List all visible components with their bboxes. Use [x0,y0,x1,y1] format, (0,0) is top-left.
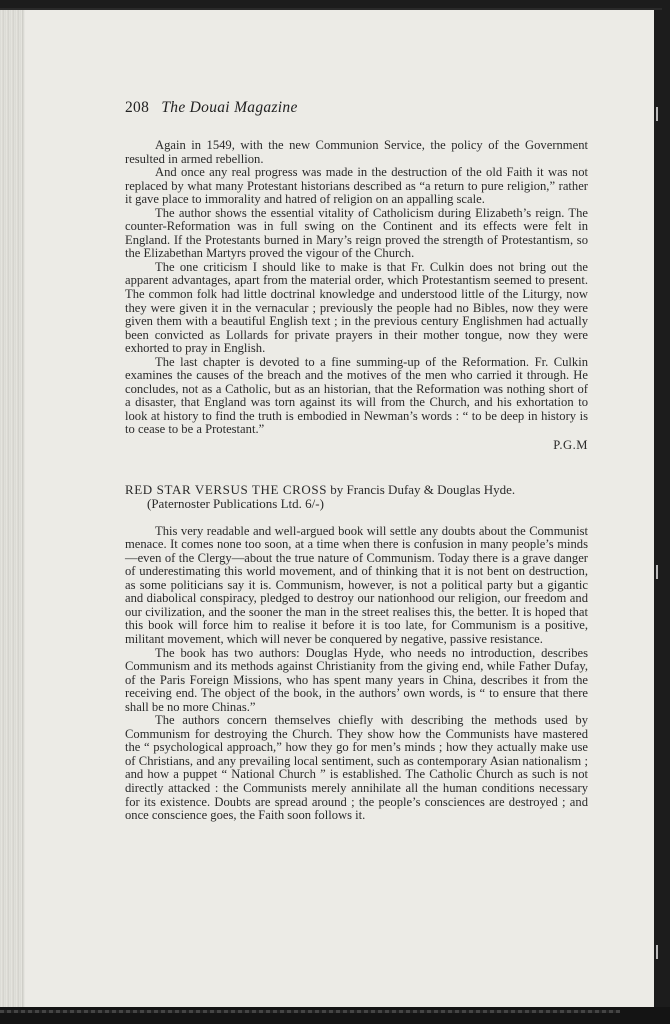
book-publisher: (Paternoster Publications Ltd. 6/-) [147,495,324,511]
reviewer-signature: P.G.M [553,438,588,453]
paragraph: The last chapter is devoted to a fine summing-up of the Reformation. Fr. Culkin examines the causes of the breach and the motives of the men who carried it through. He concludes, not as a Catholic, but as an historian, that the Reformation was nothing short of a disaster, that England was torn against its will from the Church, and his exhortation to look at history to find the truth is embodied in Newman’s words : “ to be deep in history is to cease to be a Protestant.” [125,354,588,437]
page-gutter [0,10,22,1007]
magazine-title: The Douai Magazine [161,99,298,116]
paragraph: And once any real progress was made in the destruction of the old Faith it was not replaced by what many Protestant historians described as “a return to pure religion,” rather it gave place to immorality and hatred of religion on an appalling scale. [125,165,588,207]
article-body [125,139,588,823]
paragraph: The authors concern themselves chiefly with describing the methods used by Communism for destroying the Church. They show how the Communists have mastered the “ psychological approach,” how they go for men’s minds ; how they actually make use of Christians, and any prevailing local sentiment, such as contemporary Asian nationalism ; and how a puppet “ National Church ” is established. The Catholic Church as such is not directly attacked : the Communists merely annihilate all the human conditions necessary for its existence. Doubts are spread around ; the people’s consciences are destroyed ; and once conscience goes, the Faith soon follows it. [125,713,588,823]
page-edge [654,10,662,1007]
book-title: RED STAR VERSUS THE CROSS [125,481,328,497]
paragraph: This very readable and well-argued book will settle any doubts about the Communist menace. It comes none too soon, at a time when there is confusion in many people’s minds—even of the Clergy—about the true nature of Communism. Today there is a grave danger of underestimating this world movement, and of thinking that it is not bent on destruction, as some politicians say it is. Communism, however, is not a political party but a gigantic and diabolical conspiracy, pledged to destroy our nationhood our religion, our freedom and our civilization, and the sooner the man in the street realises this, the better. It is hoped that this book will force him to realise it before it is too late, for Communism is a positive, militant movement, which will never be conquered by negative, passive resistance. [125,523,588,646]
page-number: 208 [125,99,150,116]
book-authors: by Francis Dufay & Douglas Hyde. [330,481,516,497]
book-page [0,8,662,1007]
scan-bottom-edge [0,1007,670,1024]
paragraph: Again in 1549, with the new Communion Service, the policy of the Government resulted in armed rebellion. [125,138,588,166]
paragraph: The author shows the essential vitality of Catholicism during Elizabeth’s reign. The counter-Reformation was in full swing on the Continent and its effects were felt in England. If the Protestants burned in Mary’s reign proved the strength of Protestantism, so the Elizabethan Martyrs proved the vigour of the Church. [125,205,588,261]
running-header [125,99,298,117]
paragraph: The one criticism I should like to make is that Fr. Culkin does not bring out the apparent advantages, apart from the material order, which Protestantism seemed to present. The common folk had little doctrinal knowledge and understood little of the Liturgy, now they were given it in the vernacular ; previously the people had no Bibles, now they were given them with a beautiful English text ; in the previous century Englishmen had actually been convicted as Lollards for private prayers in their mother tongue, now they were exhorted to pray in English. [125,259,588,356]
paragraph: The book has two authors: Douglas Hyde, who needs no introduction, describes Communism and its methods against Christianity from the giving end, while Father Dufay, of the Paris Foreign Missions, who has spent many years in China, describes it from the receiving end. The object of the book, in the authors’ own words, is “ to ensure that there shall be no more Chinas.” [125,645,588,714]
review-heading [125,483,588,497]
